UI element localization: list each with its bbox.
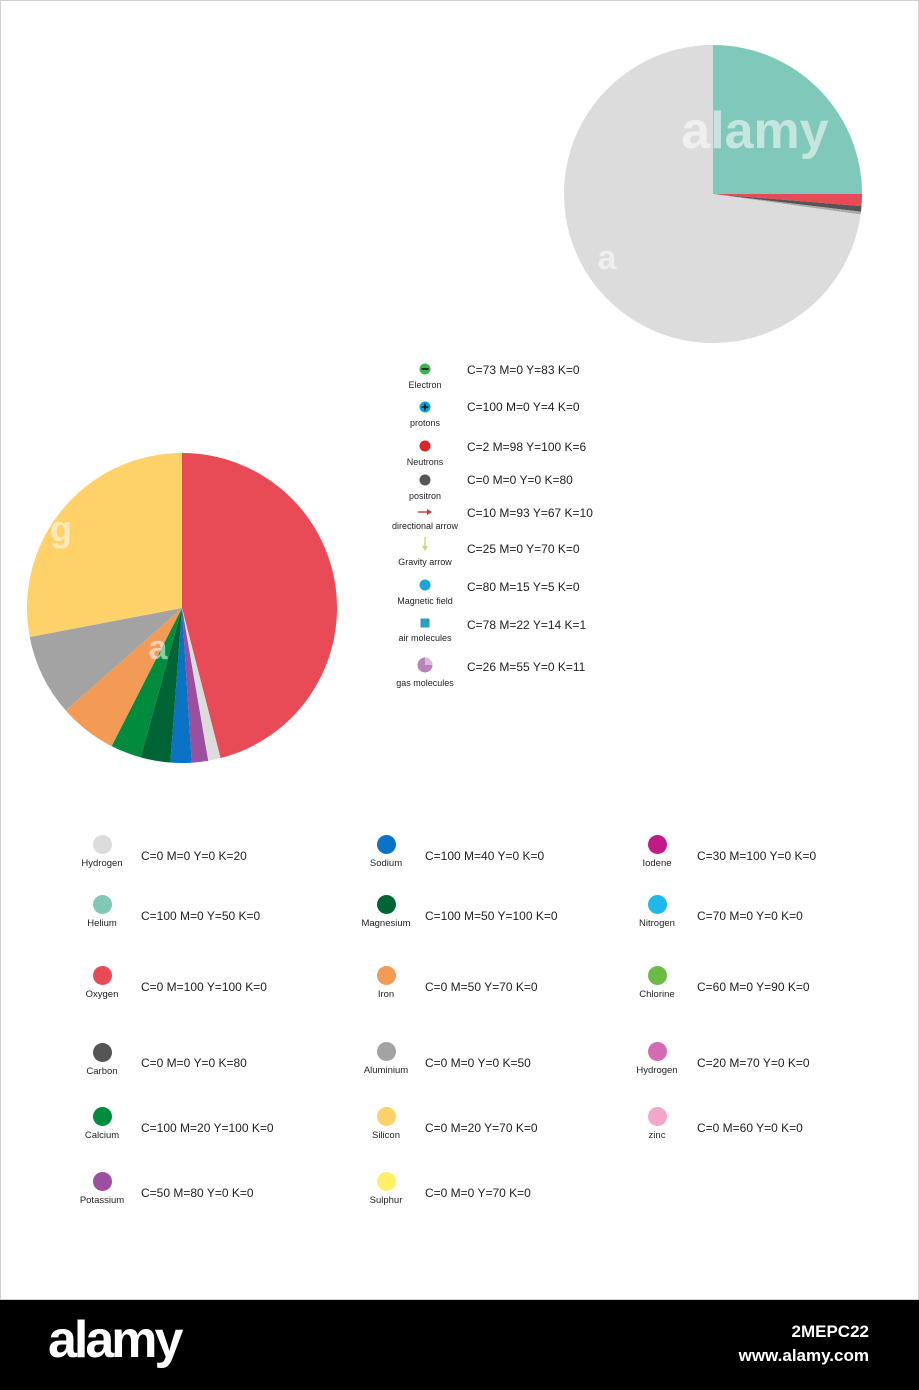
color-swatch xyxy=(377,895,396,914)
element-label: Nitrogen xyxy=(639,918,675,929)
element-item-potassium xyxy=(67,1172,137,1206)
key-item-protons xyxy=(385,401,465,428)
key-label: Magnetic field xyxy=(397,596,453,606)
key-value-electron: C=73 M=0 Y=83 K=0 xyxy=(467,363,580,377)
image-id: 2MEPC22 xyxy=(791,1322,869,1341)
positron-dot-icon xyxy=(385,474,465,488)
element-label: Carbon xyxy=(86,1066,118,1077)
element-label: Calcium xyxy=(84,1130,120,1141)
element-label: Chlorine xyxy=(639,989,675,1000)
element-value: C=0 M=100 Y=100 K=0 xyxy=(141,980,267,994)
key-label: directional arrow xyxy=(391,521,459,531)
magnetic-field-dot-icon xyxy=(385,579,465,593)
element-value: C=30 M=100 Y=0 K=0 xyxy=(697,849,817,863)
color-swatch xyxy=(377,835,396,854)
watermark-letter: a xyxy=(148,629,168,667)
element-item-calcium xyxy=(67,1107,137,1141)
element-item-hydrogen xyxy=(67,835,137,869)
element-item-nitrogen xyxy=(622,895,692,929)
element-item-magnesium xyxy=(351,895,421,929)
element-value: C=100 M=50 Y=100 K=0 xyxy=(425,909,558,923)
color-swatch xyxy=(648,1107,667,1126)
element-item-sulphur xyxy=(351,1172,421,1206)
arrow-right-icon xyxy=(381,508,469,518)
element-label: Aluminium xyxy=(363,1065,409,1076)
color-swatch xyxy=(648,966,667,985)
element-label: Helium xyxy=(87,918,117,929)
key-label: gas molecules xyxy=(396,678,454,688)
key-value-gravity-arrow: C=25 M=0 Y=70 K=0 xyxy=(467,542,580,556)
element-value: C=0 M=50 Y=70 K=0 xyxy=(425,980,538,994)
element-value: C=20 M=70 Y=0 K=0 xyxy=(697,1056,810,1070)
element-value: C=50 M=80 Y=0 K=0 xyxy=(141,1186,254,1200)
element-label: Iron xyxy=(377,989,395,1000)
element-label: Sodium xyxy=(369,858,403,869)
element-item-helium xyxy=(67,895,137,929)
element-item-silicon xyxy=(351,1107,421,1141)
element-item-oxygen xyxy=(67,966,137,1000)
element-value: C=60 M=0 Y=90 K=0 xyxy=(697,980,810,994)
color-swatch xyxy=(93,1107,112,1126)
watermark-text: alamy xyxy=(681,102,829,160)
neutron-dot-icon xyxy=(385,440,465,454)
color-swatch xyxy=(377,966,396,985)
color-swatch xyxy=(648,1042,667,1061)
element-value: C=100 M=40 Y=0 K=0 xyxy=(425,849,545,863)
key-label: air molecules xyxy=(398,633,452,643)
element-label: Magnesium xyxy=(361,918,411,929)
element-value: C=0 M=0 Y=0 K=80 xyxy=(141,1056,247,1070)
element-item-iodene xyxy=(622,835,692,869)
key-item-neutrons xyxy=(385,440,465,467)
color-swatch xyxy=(93,1172,112,1191)
element-item-sodium xyxy=(351,835,421,869)
pie-chart-2 xyxy=(27,453,337,763)
color-swatch xyxy=(93,1043,112,1062)
gas-molecule-icon xyxy=(385,657,465,675)
element-item-zinc xyxy=(622,1107,692,1141)
key-value-neutrons: C=2 M=98 Y=100 K=6 xyxy=(467,440,587,454)
element-label: Hydrogen xyxy=(81,858,123,869)
color-swatch xyxy=(648,895,667,914)
color-swatch xyxy=(93,835,112,854)
element-item-hydrogen-2 xyxy=(622,1042,692,1076)
element-label: Sulphur xyxy=(369,1195,403,1206)
element-value: C=100 M=0 Y=50 K=0 xyxy=(141,909,261,923)
electron-minus-icon xyxy=(385,363,465,377)
pie-chart-1 xyxy=(564,45,862,343)
site-url: www.alamy.com xyxy=(738,1346,869,1365)
key-value-air-molecules: C=78 M=22 Y=14 K=1 xyxy=(467,618,587,632)
key-label: Gravity arrow xyxy=(398,557,452,567)
element-value: C=0 M=60 Y=0 K=0 xyxy=(697,1121,803,1135)
key-value-protons: C=100 M=0 Y=4 K=0 xyxy=(467,400,580,414)
key-value-directional-arrow: C=10 M=93 Y=67 K=10 xyxy=(467,506,593,520)
key-label: protons xyxy=(409,418,441,428)
proton-plus-icon xyxy=(385,401,465,415)
key-item-electron xyxy=(385,363,465,390)
key-value-positron: C=0 M=0 Y=0 K=80 xyxy=(467,473,573,487)
color-swatch xyxy=(377,1107,396,1126)
element-item-carbon xyxy=(67,1043,137,1077)
key-label: Electron xyxy=(408,380,442,390)
key-item-air-molecules xyxy=(385,618,465,643)
color-swatch xyxy=(93,895,112,914)
key-item-gravity-arrow xyxy=(385,536,465,567)
element-label: Hydrogen xyxy=(636,1065,678,1076)
element-item-aluminium xyxy=(351,1042,421,1076)
element-value: C=0 M=20 Y=70 K=0 xyxy=(425,1121,538,1135)
element-item-chlorine xyxy=(622,966,692,1000)
element-value: C=0 M=0 Y=0 K=20 xyxy=(141,849,247,863)
air-molecule-square-icon xyxy=(385,618,465,630)
arrow-down-icon xyxy=(385,536,465,554)
key-label: positron xyxy=(408,491,442,501)
element-value: C=70 M=0 Y=0 K=0 xyxy=(697,909,803,923)
element-value: C=0 M=0 Y=0 K=50 xyxy=(425,1056,531,1070)
pie-charts-canvas xyxy=(1,1,918,1299)
element-label: Iodene xyxy=(642,858,672,869)
key-item-directional-arrow xyxy=(381,508,469,531)
color-swatch xyxy=(93,966,112,985)
element-value: C=100 M=20 Y=100 K=0 xyxy=(141,1121,274,1135)
color-swatch xyxy=(377,1172,396,1191)
key-item-gas-molecules xyxy=(385,657,465,688)
element-item-iron xyxy=(351,966,421,1000)
key-label: Neutrons xyxy=(406,457,444,467)
alamy-logo: alamy xyxy=(48,1311,181,1369)
watermark-letter: a xyxy=(597,239,617,277)
color-swatch xyxy=(648,835,667,854)
key-value-gas-molecules: C=26 M=55 Y=0 K=11 xyxy=(467,660,586,674)
stock-footer-bar xyxy=(0,1300,919,1390)
element-value: C=0 M=0 Y=70 K=0 xyxy=(425,1186,531,1200)
element-label: zinc xyxy=(648,1130,666,1141)
key-item-positron xyxy=(385,474,465,501)
watermark-edge-letter: g xyxy=(50,508,72,549)
key-value-magnetic-field: C=80 M=15 Y=5 K=0 xyxy=(467,580,580,594)
element-label: Potassium xyxy=(79,1195,125,1206)
color-swatch xyxy=(377,1042,396,1061)
key-item-magnetic-field xyxy=(385,579,465,606)
element-label: Oxygen xyxy=(85,989,119,1000)
element-label: Silicon xyxy=(372,1130,400,1141)
